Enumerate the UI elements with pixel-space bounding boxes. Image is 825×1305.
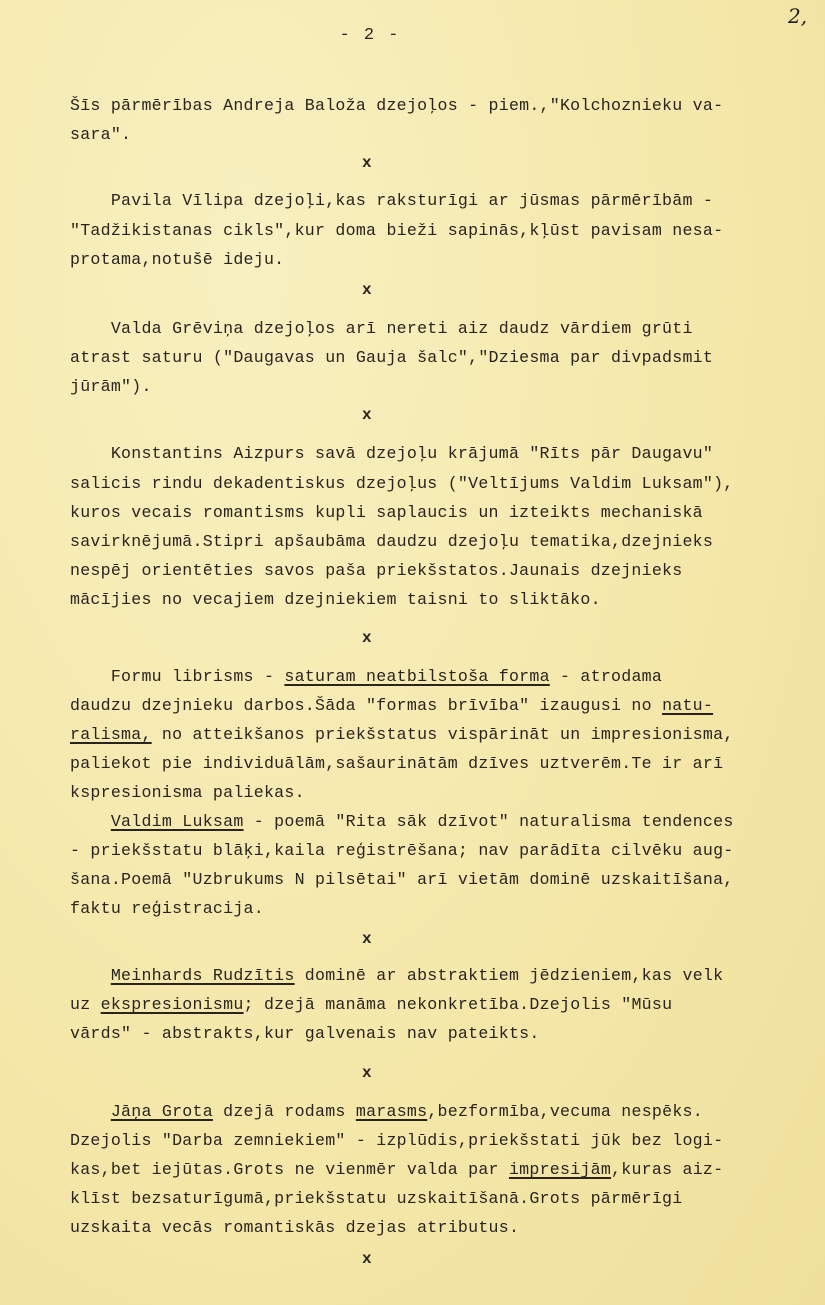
text-line: Šīs pārmērības Andreja Baloža dzejoļos - piem.,"Kolchoznieku va- — [70, 96, 724, 115]
text-line: klīst bezsaturīgumā,priekšstatu uzskaitīšanā.Grots pārmērīgi — [70, 1189, 683, 1208]
underlined-phrase: impresijām — [508, 1160, 612, 1179]
underlined-phrase: natu- — [662, 696, 714, 715]
text-line — [70, 725, 734, 745]
text-line: Dzejolis "Darba zemniekiem" - izplūdis,priekšstati jūk bez logi- — [70, 1131, 724, 1150]
text-segment: uz — [70, 995, 101, 1014]
text-line: Valda Grēviņa dzejoļos arī nereti aiz daudz vārdiem grūti — [70, 319, 693, 338]
text-segment: - poemā "Rita sāk dzīvot" naturalisma tendences — [243, 812, 734, 831]
section-separator: x — [362, 629, 372, 647]
text-line — [70, 696, 713, 716]
text-line — [70, 812, 734, 832]
text-line: Pavila Vīlipa dzejoļi,kas raksturīgi ar jūsmas pārmērībām - — [70, 191, 714, 210]
text-line — [70, 1160, 723, 1180]
section-separator: x — [362, 1064, 372, 1082]
text-segment: ; dzejā manāma nekonkretība.Dzejolis "Mūsu — [243, 995, 673, 1014]
text-line: savirknējumā.Stipri apšaubāma daudzu dzejoļu tematika,dzejnieks — [70, 532, 714, 551]
text-line: šana.Poemā "Uzbrukums N pilsētai" arī vietām dominē uzskaitīšana, — [70, 870, 734, 889]
text-segment — [70, 966, 111, 985]
text-segment: ,bezformība,vecuma nespēks. — [427, 1102, 703, 1121]
page-number: - 2 - — [339, 26, 401, 45]
text-line — [70, 667, 662, 687]
text-segment: Formu librisms - — [70, 667, 285, 686]
text-line: jūrām"). — [70, 377, 152, 396]
text-segment: dominē ar abstraktiem jēdzieniem,kas velk — [294, 966, 724, 985]
text-line: salicis rindu dekadentiskus dzejoļus ("Veltījums Valdim Luksam"), — [70, 474, 734, 493]
text-segment: no atteikšanos priekšstatus vispārināt un impresionisma, — [151, 725, 734, 744]
text-line: paliekot pie individuālām,sašaurinātām dzīves uztverēm.Te ir arī — [70, 754, 724, 773]
underlined-phrase: Jāņa Grota — [110, 1102, 213, 1121]
underlined-phrase: ekspresionismu — [100, 995, 244, 1014]
text-line: kspresionisma paliekas. — [70, 783, 305, 802]
underlined-phrase: marasms — [355, 1102, 428, 1121]
text-line: "Tadžikistanas cikls",kur doma bieži sapinās,kļūst pavisam nesa- — [70, 221, 724, 240]
section-separator: x — [362, 406, 372, 424]
text-line: Konstantins Aizpurs savā dzejoļu krājumā "Rīts pār Daugavu" — [70, 444, 714, 463]
section-separator: x — [362, 930, 372, 948]
text-line — [70, 995, 672, 1015]
text-segment: - atrodama — [549, 667, 663, 686]
text-line: vārds" - abstrakts,kur galvenais nav pateikts. — [70, 1024, 540, 1043]
text-line: mācījies no vecajiem dzejniekiem taisni to sliktāko. — [70, 590, 601, 609]
text-line: - priekšstatu blāķi,kaila reģistrēšana; nav parādīta cilvēku aug- — [70, 841, 734, 860]
text-segment: ,kuras aiz- — [611, 1160, 724, 1179]
text-line: protama,notušē ideju. — [70, 250, 285, 269]
text-line: uzskaita vecās romantiskās dzejas atributus. — [70, 1218, 520, 1237]
text-line: nespēj orientēties savos paša priekšstatos.Jaunais dzejnieks — [70, 561, 683, 580]
text-line — [70, 1102, 703, 1122]
underlined-phrase: Valdim Luksam — [110, 812, 244, 831]
text-segment: daudzu dzejnieku darbos.Šāda "formas brīvība" izaugusi no — [70, 696, 663, 715]
underlined-phrase: saturam neatbilstoša forma — [284, 667, 550, 686]
handwritten-page-mark: 2, — [788, 4, 808, 28]
text-line: sara". — [70, 125, 132, 144]
text-line: faktu reģistracija. — [70, 899, 264, 918]
text-segment — [70, 812, 111, 831]
underlined-phrase: Meinhards Rudzītis — [110, 966, 295, 985]
text-segment — [70, 1102, 111, 1121]
text-line: atrast saturu ("Daugavas un Gauja šalc","Dziesma par divpadsmit — [70, 348, 714, 367]
section-separator: x — [362, 154, 372, 172]
section-separator: x — [362, 281, 372, 299]
underlined-phrase: ralisma, — [70, 725, 152, 744]
text-segment: kas,bet iejūtas.Grots ne vienmēr valda par — [70, 1160, 509, 1179]
section-separator: x — [362, 1250, 372, 1268]
text-segment: dzejā rodams — [212, 1102, 356, 1121]
text-line: kuros vecais romantisms kupli saplaucis un izteikts mechaniskā — [70, 503, 703, 522]
text-line — [70, 966, 723, 986]
